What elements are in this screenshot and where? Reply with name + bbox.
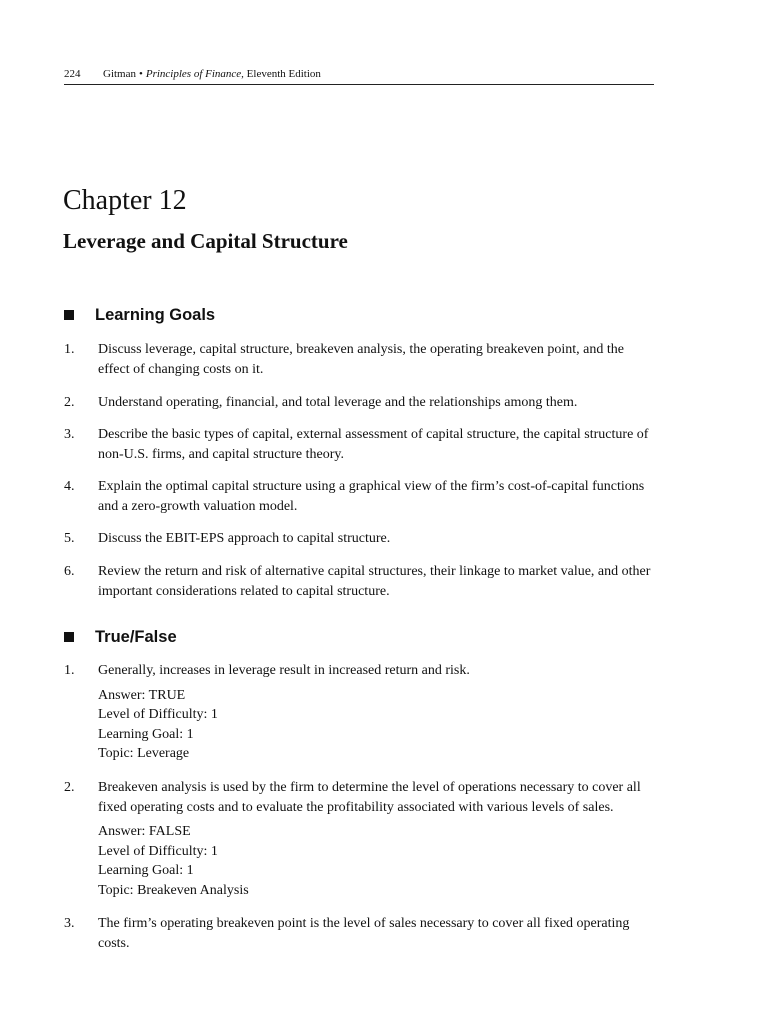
item-text: Discuss the EBIT-EPS approach to capital structure. <box>98 531 391 546</box>
item-number: 3. <box>64 427 75 442</box>
question-item <box>64 778 664 901</box>
question-text: Breakeven analysis is used by the firm to determine the level of operations necessary to cover all fixed operating costs and to evaluate the profitability associated with various levels of sales. <box>98 780 641 815</box>
header-edition: Eleventh Edition <box>246 68 321 80</box>
header-book-title: Principles of Finance, <box>145 68 244 80</box>
question-meta <box>98 822 664 900</box>
learning-goal-item <box>64 477 664 516</box>
item-number: 5. <box>64 531 75 546</box>
learning-goal-item <box>64 562 664 601</box>
answer: Answer: FALSE <box>98 824 191 840</box>
question-text: Generally, increases in leverage result in increased return and risk. <box>98 663 470 678</box>
item-number: 4. <box>64 479 75 494</box>
learning-goals-heading <box>64 305 215 325</box>
question-item <box>64 914 664 953</box>
chapter-title: Leverage and Capital Structure <box>63 229 348 253</box>
item-text: Explain the optimal capital structure using a graphical view of the firm’s cost-of-capital functions and a zero-growth valuation model. <box>98 479 645 514</box>
item-text: Review the return and risk of alternative capital structures, their linkage to market value, and other important considerations related to capital structure. <box>98 564 651 599</box>
learning-goal-item <box>64 340 664 379</box>
question-item <box>64 661 664 764</box>
question-number: 2. <box>64 780 75 795</box>
chapter-number: Chapter 12 <box>63 185 187 216</box>
learning-goal: Learning Goal: 1 <box>98 863 194 879</box>
item-text: Describe the basic types of capital, external assessment of capital structure, the capital structure of non-U.S. firms, and capital structure theory. <box>98 427 649 462</box>
header-bullet: • <box>139 68 143 80</box>
item-number: 1. <box>64 342 75 357</box>
true-false-heading-text: True/False <box>95 628 177 646</box>
learning-goals-heading-text: Learning Goals <box>95 306 216 324</box>
true-false-heading <box>64 627 177 647</box>
learning-goal-item <box>64 529 664 549</box>
item-number: 2. <box>64 395 75 410</box>
question-number: 1. <box>64 663 75 678</box>
learning-goal-item <box>64 393 664 413</box>
page-number: 224 <box>64 68 81 80</box>
difficulty: Level of Difficulty: 1 <box>98 707 218 723</box>
square-bullet-icon <box>64 632 74 642</box>
difficulty: Level of Difficulty: 1 <box>98 843 218 859</box>
learning-goal-item <box>64 425 664 464</box>
square-bullet-icon <box>64 310 74 320</box>
answer: Answer: TRUE <box>98 687 186 703</box>
item-number: 6. <box>64 564 75 579</box>
item-text: Discuss leverage, capital structure, breakeven analysis, the operating breakeven point, and the effect of changing costs on it. <box>98 342 624 377</box>
learning-goal: Learning Goal: 1 <box>98 726 194 742</box>
topic: Topic: Leverage <box>98 746 190 762</box>
item-text: Understand operating, financial, and total leverage and the relationships among them. <box>98 395 578 410</box>
question-number: 3. <box>64 916 75 931</box>
question-text: The firm’s operating breakeven point is the level of sales necessary to cover all fixed operating costs. <box>98 916 630 951</box>
question-meta <box>98 686 664 764</box>
topic: Topic: Breakeven Analysis <box>98 882 249 898</box>
running-header <box>64 67 654 85</box>
header-author: Gitman <box>103 68 136 80</box>
